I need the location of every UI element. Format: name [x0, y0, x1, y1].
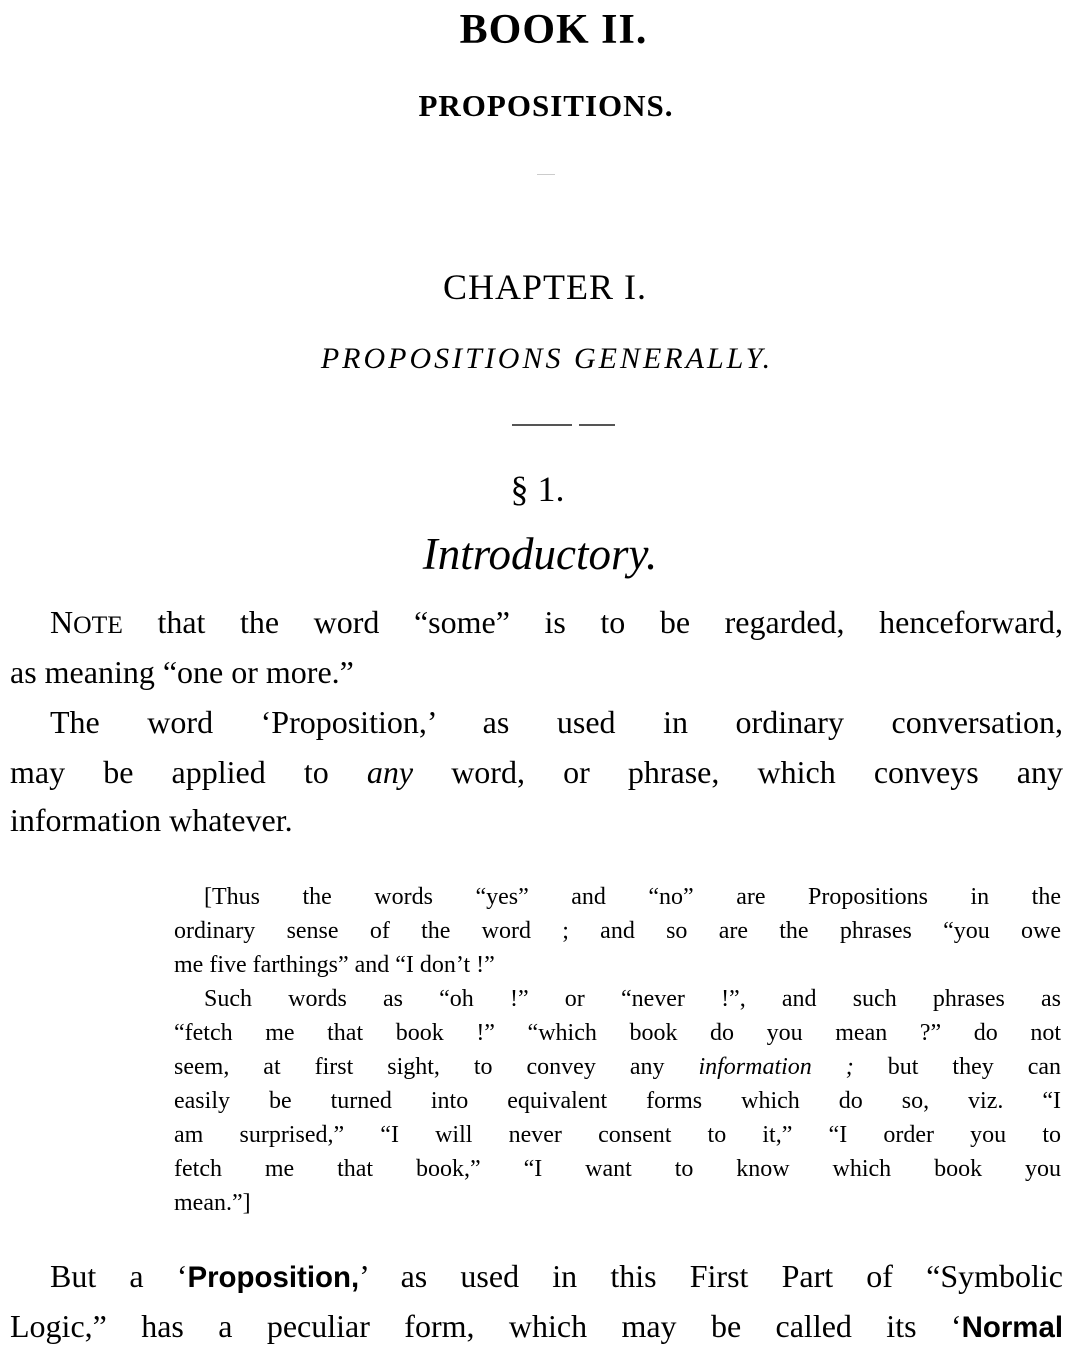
section-title: Introductory.: [422, 529, 658, 579]
note-line: [Thus the words “yes” and “no” are Propositions in the: [204, 884, 1061, 910]
text-run: may be applied to: [10, 754, 367, 790]
note-line: mean.”]: [174, 1190, 251, 1216]
part-heading: PROPOSITIONS.: [418, 88, 674, 123]
small-caps-text: OTE: [73, 610, 123, 639]
note-line: Such words as “oh !” or “never !”, and such phrases as: [204, 986, 1061, 1012]
paragraph-line: as meaning “one or more.”: [10, 654, 354, 690]
paragraph-line: [50, 1258, 1063, 1295]
chapter-subtitle: PROPOSITIONS GENERALLY.: [320, 342, 774, 375]
note-line: me five farthings” and “I don’t !”: [174, 952, 495, 978]
text-run: word, or phrase, which conveys any: [413, 754, 1064, 790]
paragraph-line: information whatever.: [10, 802, 293, 838]
paragraph-line: The word ‘Proposition,’ as used in ordinary conversation,: [50, 704, 1063, 740]
note-line: easily be turned into equivalent forms which do so, viz. “I: [174, 1088, 1061, 1114]
bold-term: Proposition,: [187, 1261, 360, 1294]
text-run: But a ‘: [50, 1258, 188, 1294]
note-line: ordinary sense of the word ; and so are the phrases “you owe: [174, 918, 1061, 944]
ornament-rule: [537, 174, 555, 175]
note-line: am surprised,” “I will never consent to it,” “I order you to: [174, 1122, 1061, 1148]
text-run: Logic,” has a peculiar form, which may be called its ‘: [10, 1308, 962, 1344]
note-line: “fetch me that book !” “which book do you mean ?” do not: [174, 1020, 1061, 1046]
section-number: § 1.: [510, 469, 565, 509]
paragraph-line: [10, 1308, 1063, 1345]
book-heading: BOOK II.: [459, 7, 648, 53]
text-run: seem, at first sight, to convey any: [174, 1054, 699, 1080]
paragraph-line: [50, 604, 1063, 641]
text-run: that the word “some” is to be regarded, henceforward,: [122, 604, 1063, 640]
chapter-heading: CHAPTER I.: [442, 267, 647, 307]
emphasis-text: information ;: [698, 1054, 854, 1080]
divider-rule-right: [579, 424, 615, 426]
text-run: ’ as used in this First Part of “Symbolic: [359, 1258, 1064, 1294]
note-line: [174, 1054, 1061, 1081]
small-caps-initial: N: [50, 604, 74, 640]
bold-term: Normal: [961, 1311, 1063, 1344]
paragraph-line: [10, 754, 1063, 791]
note-line: fetch me that book,” “I want to know which book you: [174, 1156, 1061, 1182]
divider-rule-left: [512, 424, 572, 426]
emphasis-text: any: [366, 754, 414, 790]
text-run: but they can: [853, 1054, 1062, 1080]
